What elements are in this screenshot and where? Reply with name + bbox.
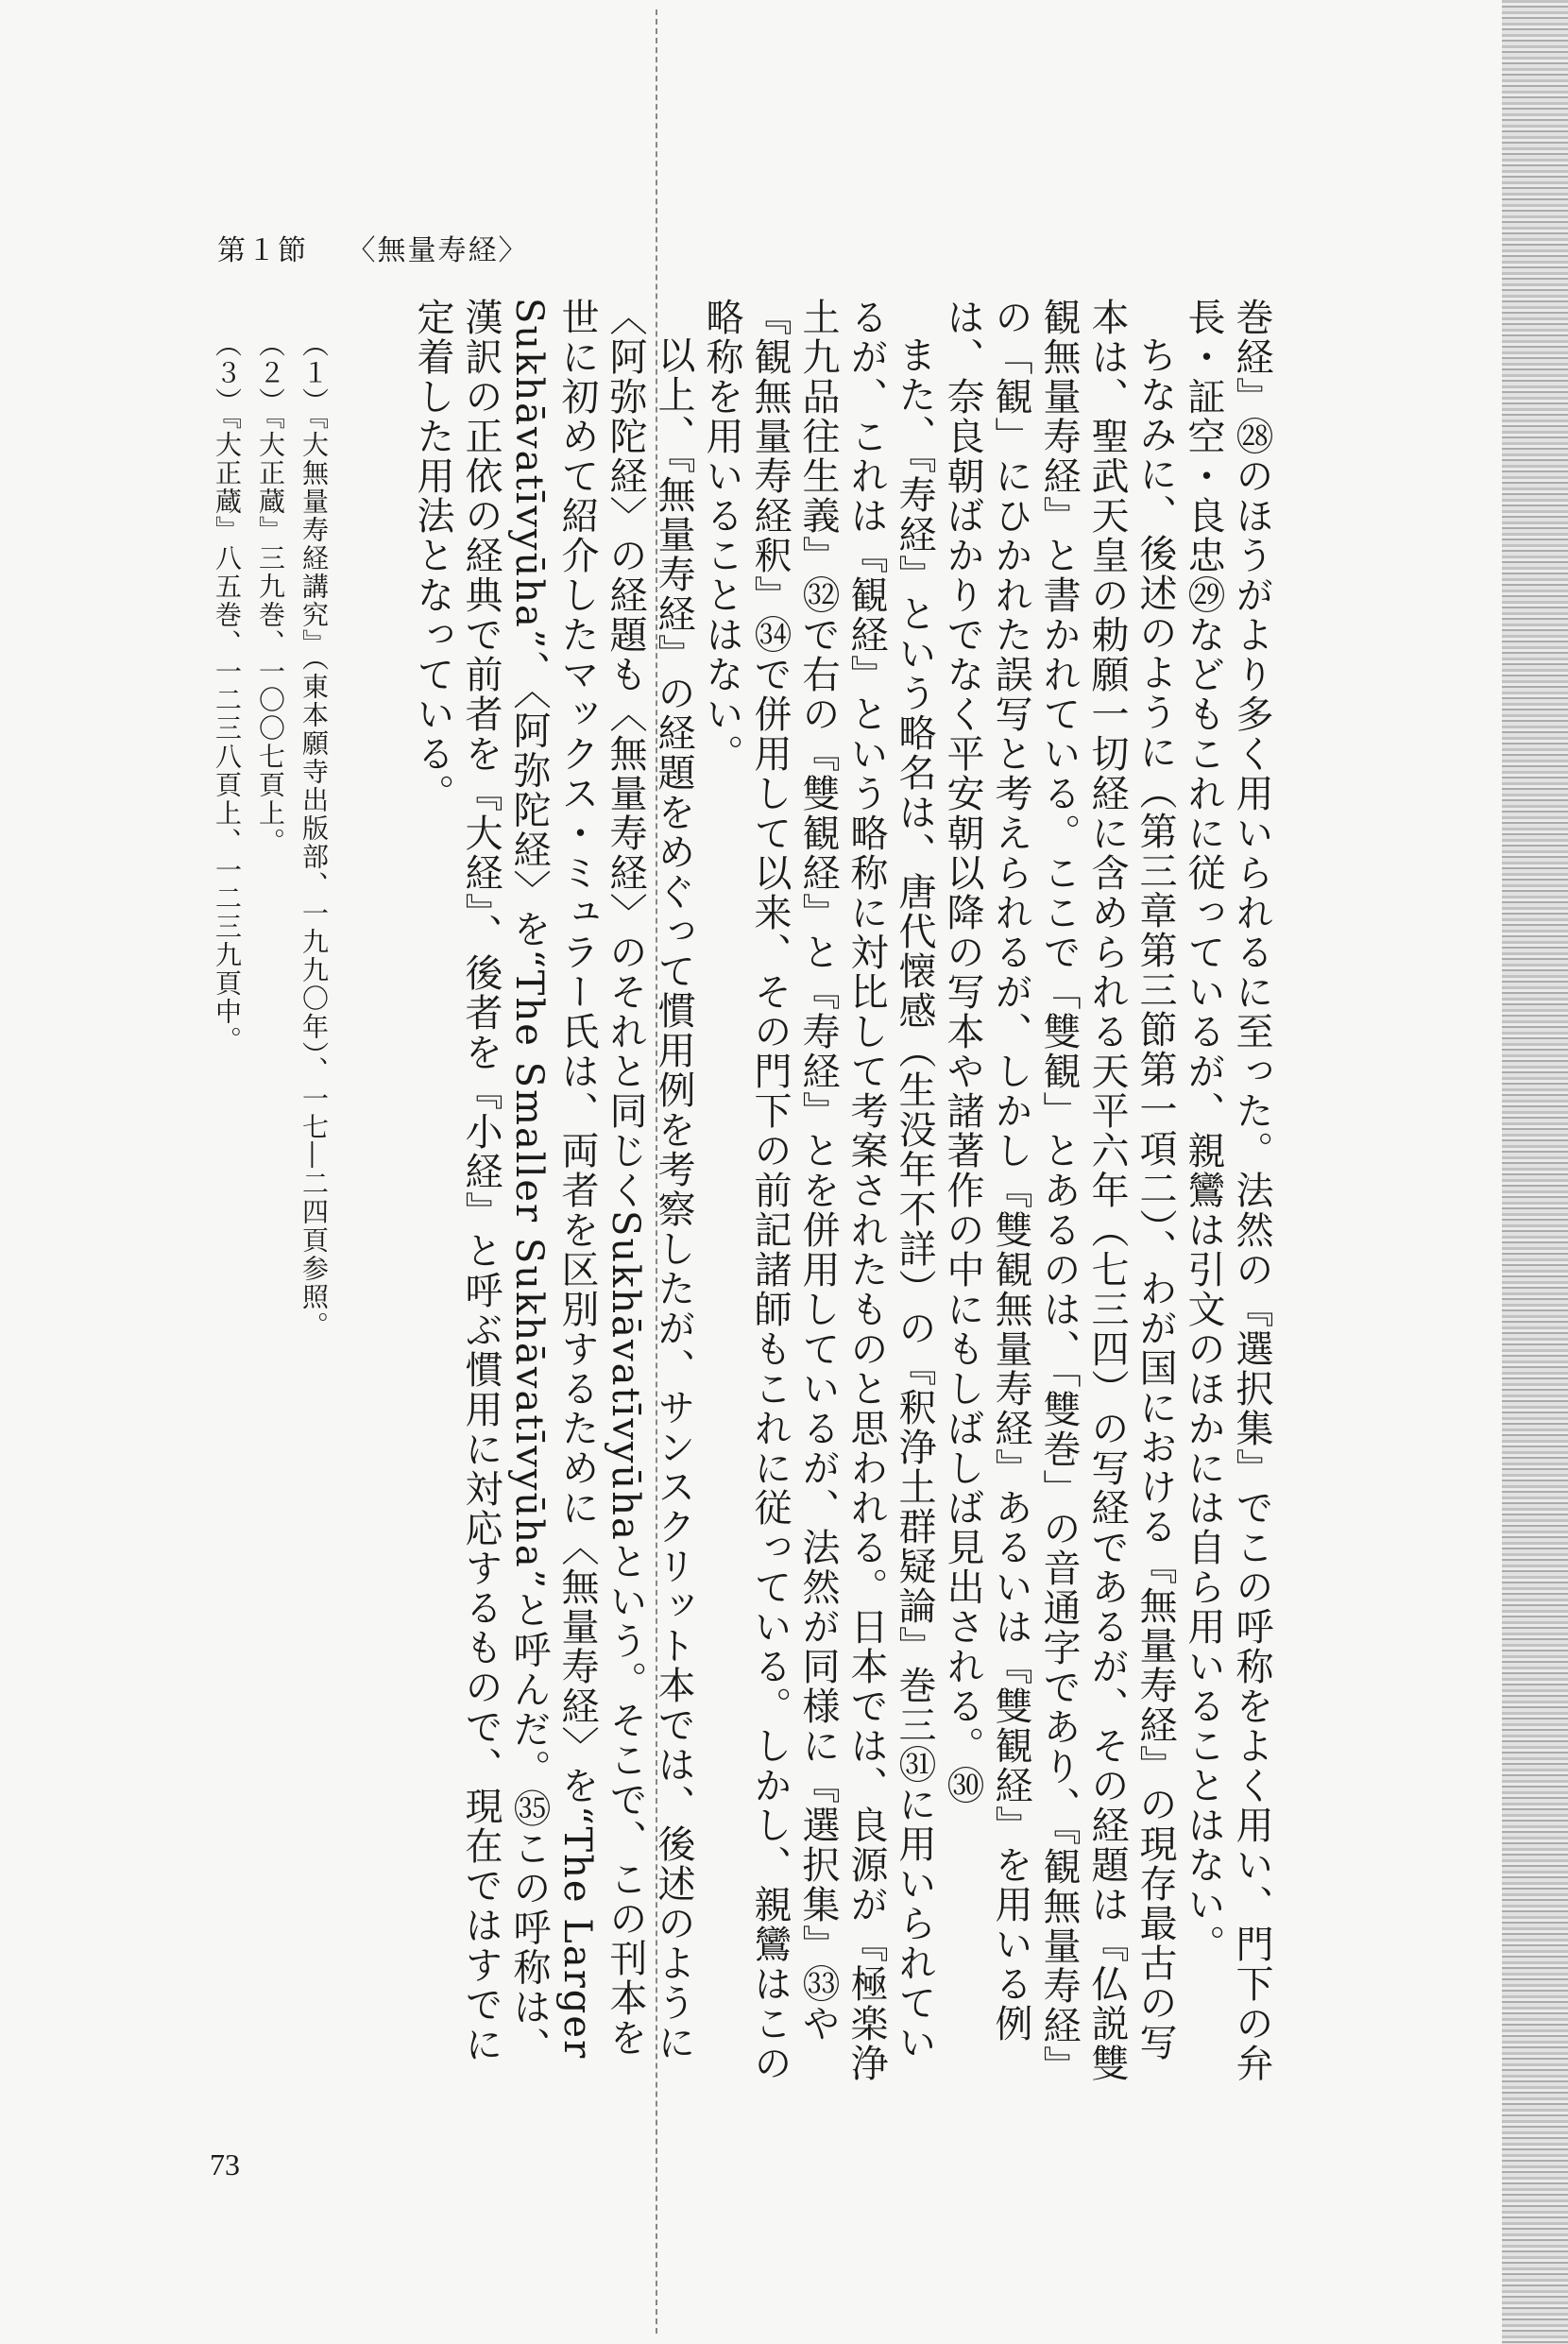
running-header [217,227,557,268]
page-number: 73 [210,2147,240,2181]
footnote-2: （２）『大正蔵』三九巻、一〇〇七頁上。 [255,331,286,856]
paragraph-2: ちなみに、後述のように（第三章第三節第一項二）、わが国における『無量寿経』の現存最古の写本は、聖武天皇の勅願一切経に含められる天平六年（七三四）の写経であるが、その経題は『仏説雙観無量寿経』と書かれている。ここで「雙観」とあるのは、「雙巻」の音通字であり、『観無量寿経』の「観」にひかれた誤写と考えられるが、しかし『雙観無量寿経』あるいは『雙観経』を用いる例は、奈良朝ばかりでなく平安朝以降の写本や諸著作の中にもしばしば見出される。㉚ [941,298,1177,2085]
footnotes [194,331,335,1653]
section-title: 〈無量寿経〉 [347,234,529,267]
footnote-1: （１）『大無量寿経講究』（東本願寺出版部、一九九〇年）、一七―二四頁参照。 [298,331,330,1340]
paragraph-1: 巻経』㉘のほうがより多く用いられるに至った。法然の『選択集』でこの呼称をよく用い、門下の弁長・証空・良忠㉙などもこれに従っているが、親鸞は引文のほかには自ら用いることはない。 [1182,298,1273,2083]
footnote-3: （３）『大正蔵』八五巻、一二三八頁上、一二三九頁中。 [212,331,243,1054]
paragraph-3: また、『寿経』という略名は、唐代懐感（生没年不詳）の『釈浄土群疑論』巻三㉛に用いられているが、これは『観経』という略称に対比して考案されたものと思われる。日本では、良源が『極楽浄土九品往生義』㉜で右の『雙観経』と『寿経』とを併用しているが、法然が同様に『選択集』㉝や『観無量寿経釈』㉞で併用して以来、その門下の前記諸師もこれに従っている。しかし、親鸞はこの略称を用いることはない。 [700,298,936,2083]
main-text [368,298,1275,2093]
section-label: 第１節 [217,234,308,267]
paragraph-4: 以上、『無量寿経』の経題をめぐって慣用例を考察したが、サンスクリット本では、後述のように〈阿弥陀経〉の経題も〈無量寿経〉のそれと同じくSukhāvatīvyūhaという。そこで、この刊本を世に初めて紹介したマックス・ミュラー氏は、両者を区別するために〈無量寿経〉を“The Larger Sukhāvatīvyūha”、〈阿弥陀経〉を“The Smaller Sukhāvatīvyūha”と呼んだ。㉟この呼称は、漢訳の正依の経典で前者を『大経』、後者を『小経』と呼ぶ慣用に対応するもので、現在ではすでに定着した用法となっている。 [411,298,695,2067]
binding-edge-shadow [1502,0,1568,2344]
